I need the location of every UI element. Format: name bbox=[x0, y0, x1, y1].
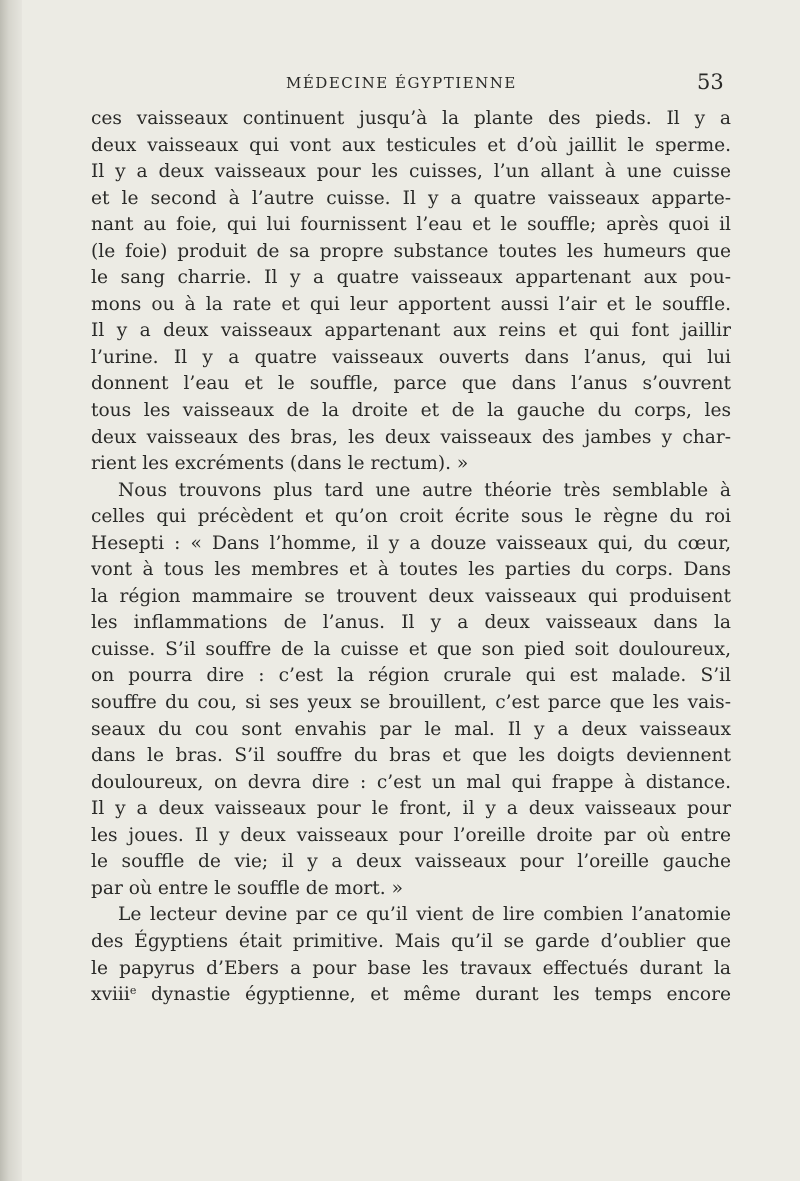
book-page bbox=[28, 0, 800, 1181]
ordinal-superscript: e bbox=[129, 984, 137, 998]
text-line: l’urine. Il y a quatre vaisseaux ouverts dans l’anus, qui lui bbox=[91, 346, 731, 368]
text-line: le souffle de vie; il y a deux vaisseaux pour l’oreille gauche bbox=[91, 851, 731, 873]
running-head bbox=[28, 72, 748, 100]
text-line: les joues. Il y deux vaisseaux pour l’oreille droite par où entre bbox=[91, 824, 731, 846]
text-line: le sang charrie. Il y a quatre vaisseaux appartenant aux pou- bbox=[91, 267, 731, 289]
page-number: 53 bbox=[697, 70, 724, 94]
text-line: rient les excréments (dans le rectum). » bbox=[91, 453, 469, 475]
text-line: Il y a deux vaisseaux pour les cuisses, l’un allant à une cuisse bbox=[91, 161, 731, 183]
text-line: celles qui précèdent et qu’on croit écrite sous le règne du roi bbox=[91, 506, 731, 528]
text-line-final bbox=[91, 982, 731, 1009]
text-line: souffre du cou, si ses yeux se brouillent, c’est parce que les vais- bbox=[91, 692, 731, 714]
text-line: Hesepti : « Dans l’homme, il y a douze vaisseaux qui, du cœur, bbox=[91, 532, 731, 554]
text-line: ces vaisseaux continuent jusqu’à la plante des pieds. Il y a bbox=[91, 108, 731, 129]
text-line: par où entre le souffle de mort. » bbox=[91, 877, 403, 899]
text-line: deux vaisseaux qui vont aux testicules et d’où jaillit le sperme. bbox=[91, 134, 731, 156]
text-line: et le second à l’autre cuisse. Il y a quatre vaisseaux apparte- bbox=[91, 187, 731, 209]
body-text bbox=[91, 106, 731, 1009]
text-line: (le foie) produit de sa propre substance toutes les humeurs que bbox=[91, 240, 731, 262]
text-line: vont à tous les membres et à toutes les parties du corps. Dans bbox=[91, 559, 731, 581]
text-line: donnent l’eau et le souffle, parce que dans l’anus s’ouvrent bbox=[91, 373, 731, 395]
text-line: Il y a deux vaisseaux appartenant aux reins et qui font jaillir bbox=[91, 320, 731, 342]
text-line: des Égyptiens était primitive. Mais qu’il se garde d’oublier que bbox=[91, 930, 731, 952]
text-line: cuisse. S’il souffre de la cuisse et que son pied soit douloureux, bbox=[91, 638, 731, 660]
text-line: tous les vaisseaux de la droite et de la gauche du corps, les bbox=[91, 400, 731, 422]
text-line: la région mammaire se trouvent deux vaisseaux qui produisent bbox=[91, 585, 731, 607]
final-line-text: dynastie égyptienne, et même durant les temps encore bbox=[136, 984, 731, 1006]
text-line: seaux du cou sont envahis par le mal. Il y a deux vaisseaux bbox=[91, 718, 731, 740]
running-title: MÉDECINE ÉGYPTIENNE bbox=[286, 74, 517, 92]
text-line: mons ou à la rate et qui leur apportent aussi l’air et le souffle. bbox=[91, 293, 731, 315]
text-line: on pourra dire : c’est la région crurale qui est malade. S’il bbox=[91, 665, 731, 687]
text-line: nant au foie, qui lui fournissent l’eau et le souffle; après quoi il bbox=[91, 214, 731, 236]
book-binding-edge bbox=[0, 0, 22, 1181]
text-line: Il y a deux vaisseaux pour le front, il y a deux vaisseaux pour bbox=[91, 798, 731, 820]
dynasty-numeral: xviii bbox=[91, 984, 130, 1006]
text-line: deux vaisseaux des bras, les deux vaisseaux des jambes y char- bbox=[91, 426, 731, 448]
text-line: Nous trouvons plus tard une autre théorie très semblable à bbox=[118, 479, 731, 501]
text-line: douloureux, on devra dire : c’est un mal qui frappe à distance. bbox=[91, 771, 731, 793]
text-line: le papyrus d’Ebers a pour base les travaux effectués durant la bbox=[91, 957, 731, 979]
text-line: Le lecteur devine par ce qu’il vient de lire combien l’anatomie bbox=[118, 904, 731, 926]
text-line: les inflammations de l’anus. Il y a deux vaisseaux dans la bbox=[91, 612, 731, 634]
text-line: dans le bras. S’il souffre du bras et que les doigts deviennent bbox=[91, 745, 731, 767]
